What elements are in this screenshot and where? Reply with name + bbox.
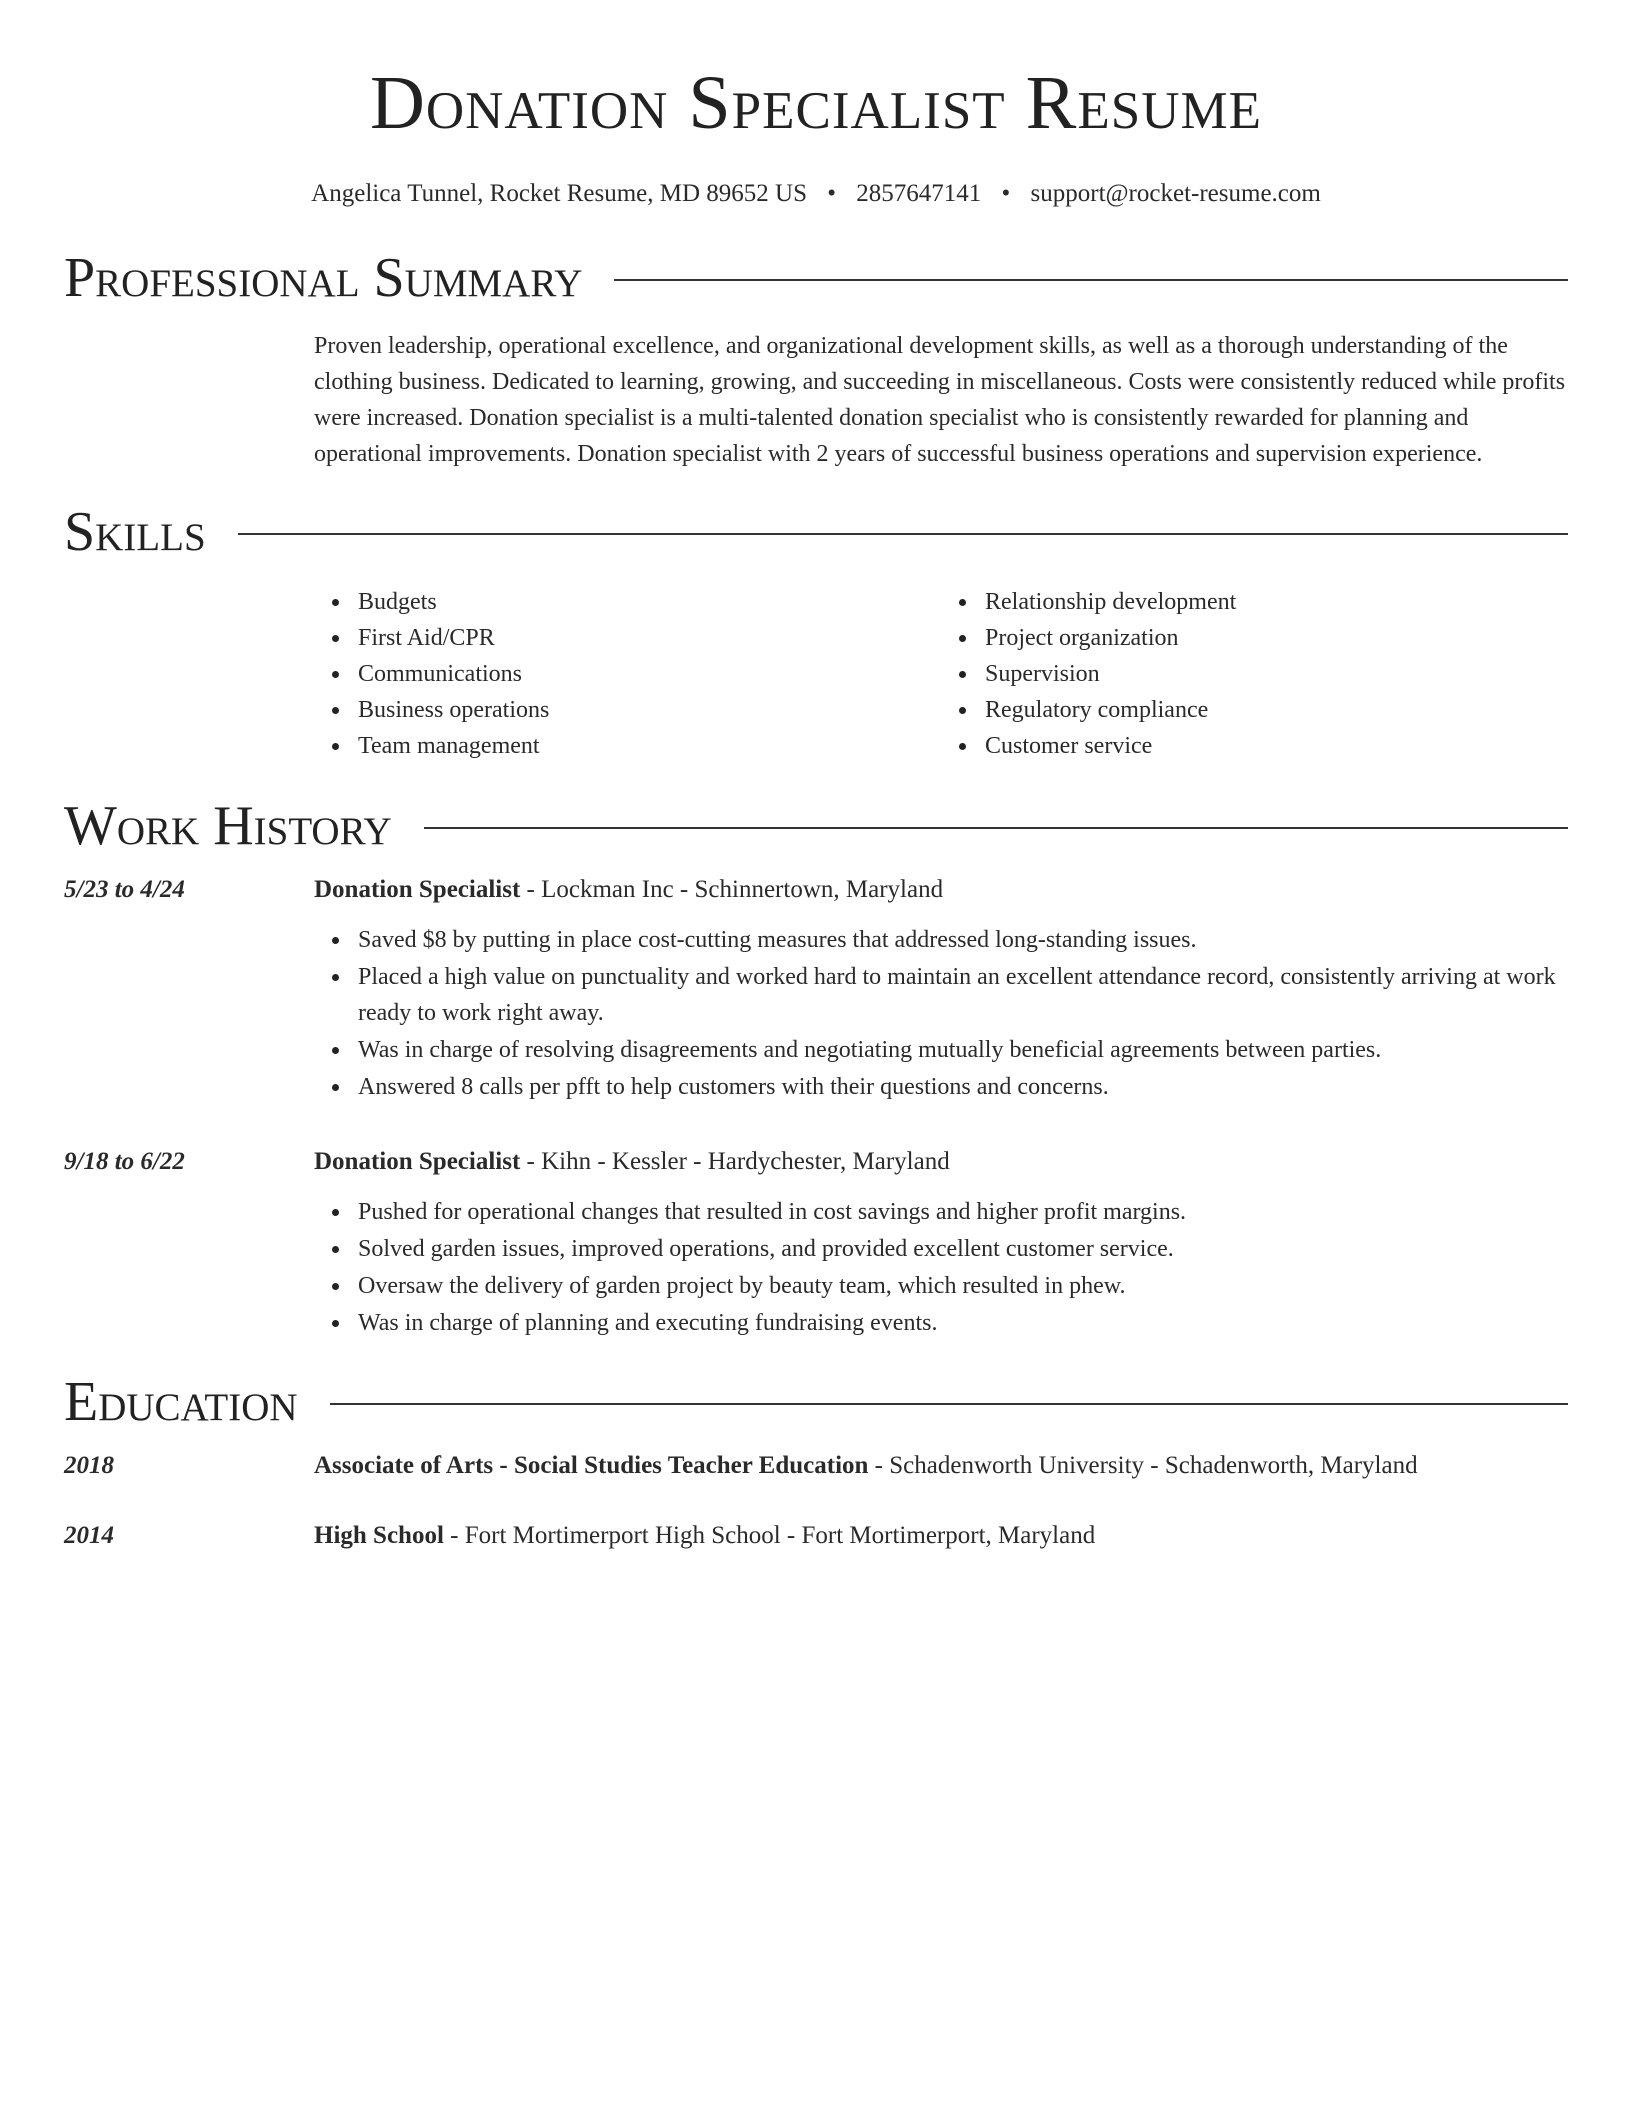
job-header — [314, 1144, 1568, 1180]
education-details — [314, 1518, 1568, 1554]
work-section-header — [64, 794, 1568, 858]
job-bullets — [314, 1194, 1568, 1341]
contact-separator: • — [827, 180, 837, 207]
contact-email: support@rocket-resume.com — [1030, 180, 1321, 207]
section-divider — [424, 827, 1568, 829]
work-heading: Work History — [64, 795, 392, 857]
job-bullet: Solved garden issues, improved operations, and provided excellent customer service. — [358, 1231, 1568, 1267]
job-header — [314, 872, 1568, 908]
education-year: 2018 — [64, 1452, 114, 1479]
section-divider — [330, 1403, 1568, 1405]
summary-section-header — [64, 246, 1568, 310]
job-entry — [64, 1144, 1568, 1342]
skill-item: First Aid/CPR — [358, 620, 941, 656]
contact-phone: 2857647141 — [856, 180, 982, 207]
work-history — [64, 872, 1568, 1342]
job-bullet: Placed a high value on punctuality and worked hard to maintain an excellent attendance record, consistently arriving at work ready to work right away. — [358, 959, 1568, 1031]
education-school: - Fort Mortimerport High School - Fort Mortimerport, Maryland — [443, 1522, 1096, 1549]
skill-item: Project organization — [985, 620, 1568, 656]
job-title: Donation Specialist — [314, 1148, 521, 1175]
summary-text: Proven leadership, operational excellence, and organizational development skills, as well as a thorough understanding of the clothing business. Dedicated to learning, growing, and succeeding in miscellaneous. Costs were consistently reduced while profits were increased. Donation specialist is a multi-talented donation specialist who is consistently rewarded for planning and operational improvements. Donation specialist with 2 years of successful business operations and supervision experience. — [314, 333, 1566, 467]
skill-item: Communications — [358, 656, 941, 692]
contact-address: Angelica Tunnel, Rocket Resume, MD 89652 US — [311, 180, 807, 207]
education-details — [314, 1448, 1568, 1484]
job-details — [314, 1144, 1568, 1342]
education-degree: High School — [314, 1522, 444, 1549]
job-title: Donation Specialist — [314, 876, 521, 903]
skills-section-header — [64, 500, 1568, 564]
education-heading: Education — [64, 1371, 298, 1433]
skills-list — [314, 584, 1568, 764]
education-school: - Schadenworth University - Schadenworth, Maryland — [868, 1452, 1418, 1479]
summary-heading: Professional Summary — [64, 247, 583, 309]
skill-item: Regulatory compliance — [985, 692, 1568, 728]
resume-title: Donation Specialist Resume — [370, 61, 1262, 145]
skill-item: Budgets — [358, 584, 941, 620]
skill-item: Customer service — [985, 728, 1568, 764]
job-bullet: Oversaw the delivery of garden project by beauty team, which resulted in phew. — [358, 1268, 1568, 1304]
skills-column-right — [941, 584, 1568, 764]
education-list — [64, 1448, 1568, 1554]
job-bullet: Answered 8 calls per pfft to help customers with their questions and concerns. — [358, 1069, 1568, 1105]
job-bullet: Saved $8 by putting in place cost-cutting measures that addressed long-standing issues. — [358, 922, 1568, 958]
skills-heading: Skills — [64, 501, 206, 563]
section-divider — [614, 279, 1568, 281]
job-entry — [64, 872, 1568, 1106]
contact-separator: • — [1001, 180, 1011, 207]
skill-item: Team management — [358, 728, 941, 764]
education-section-header — [64, 1370, 1568, 1434]
job-dates: 5/23 to 4/24 — [64, 876, 185, 903]
skill-item: Relationship development — [985, 584, 1568, 620]
job-details — [314, 872, 1568, 1106]
section-divider — [238, 533, 1568, 535]
job-employer: - Lockman Inc - Schinnertown, Maryland — [520, 876, 944, 903]
education-year: 2014 — [64, 1522, 114, 1549]
education-entry — [64, 1448, 1568, 1484]
education-degree: Associate of Arts - Social Studies Teacher Education — [314, 1452, 869, 1479]
education-entry — [64, 1518, 1568, 1554]
skill-item: Supervision — [985, 656, 1568, 692]
job-employer: - Kihn - Kessler - Hardychester, Maryland — [520, 1148, 950, 1175]
job-bullet: Was in charge of resolving disagreements and negotiating mutually beneficial agreements between parties. — [358, 1032, 1568, 1068]
job-dates: 9/18 to 6/22 — [64, 1148, 185, 1175]
job-bullets — [314, 922, 1568, 1105]
job-bullet: Pushed for operational changes that resulted in cost savings and higher profit margins. — [358, 1194, 1568, 1230]
contact-line — [64, 178, 1568, 210]
skill-item: Business operations — [358, 692, 941, 728]
skills-column-left — [314, 584, 941, 764]
job-bullet: Was in charge of planning and executing fundraising events. — [358, 1305, 1568, 1341]
